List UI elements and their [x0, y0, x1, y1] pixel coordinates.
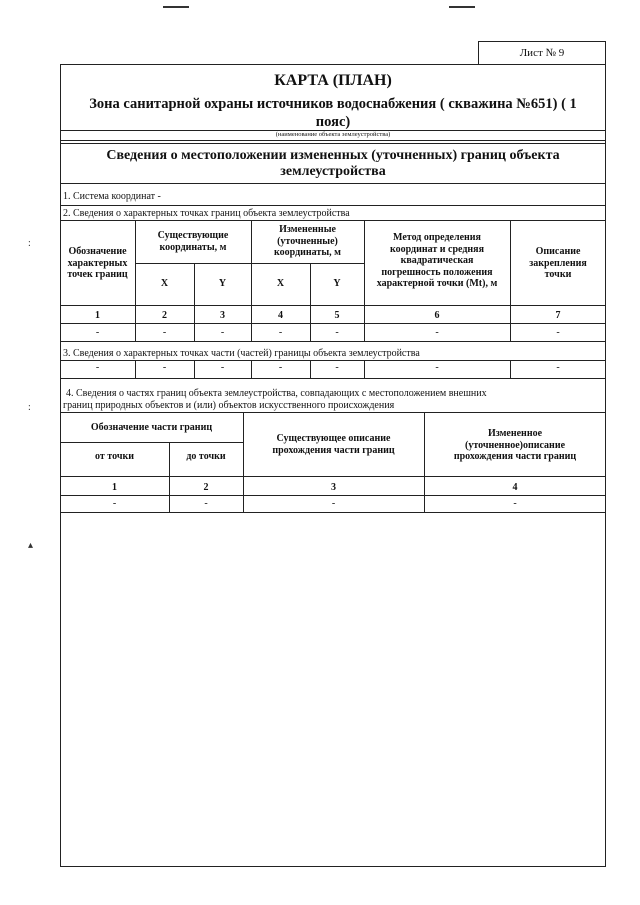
col-header-existing-description: Существующее описание прохождения части границ — [272, 433, 395, 456]
section-title-line1: Сведения о местоположении измененных (уточненных) границ объекта — [106, 148, 560, 163]
col-header-method: Метод определения координат и средняя квадратическая погрешность положения характерной точки (Mt), м — [376, 232, 498, 289]
sheet-number: Лист № 9 — [478, 41, 606, 65]
stray-mark: : — [28, 402, 31, 413]
col-header-description: Описание закрепления точки — [529, 246, 587, 280]
sub-header-x: X — [160, 278, 169, 289]
scan-mark-left — [163, 6, 189, 8]
table-border — [60, 476, 606, 477]
table-cell: - — [435, 362, 439, 373]
table-border — [60, 442, 243, 443]
table-border — [60, 323, 606, 324]
table-border — [60, 305, 606, 306]
divider — [60, 183, 606, 184]
table-cell: - — [112, 498, 117, 509]
table-cell: - — [513, 498, 517, 509]
table-cell: - — [95, 327, 100, 338]
table-cell: - — [95, 362, 100, 373]
table-cell: - — [335, 362, 339, 373]
table-cell: - — [278, 362, 283, 373]
table-cell: - — [220, 362, 225, 373]
stray-mark: ▴ — [28, 540, 34, 551]
column-number: 6 — [434, 310, 440, 321]
column-number: 7 — [555, 310, 561, 321]
table-border — [243, 412, 244, 512]
col-header-existing-coords: Существующие координаты, м — [157, 230, 229, 253]
table-cell: - — [556, 362, 560, 373]
coordinate-system: 1. Система координат - — [63, 191, 161, 202]
table-border — [135, 263, 364, 264]
table-border — [60, 360, 606, 361]
table-border — [60, 495, 606, 496]
column-number: 3 — [331, 482, 336, 493]
col-header-changed-coords: Измененные (уточненные) координаты, м — [274, 224, 341, 258]
object-name-line2: пояс) — [315, 114, 351, 130]
col-header-from-point: от точки — [95, 451, 134, 462]
table-border — [60, 412, 606, 413]
table-border — [60, 512, 606, 513]
page-title: КАРТА (ПЛАН) — [274, 72, 392, 89]
table-cell: - — [278, 327, 283, 338]
table-border — [60, 378, 606, 379]
col-header-designation: Обозначение характерных точек границ — [67, 246, 128, 280]
divider — [60, 205, 606, 206]
section-title-line2: землеустройства — [280, 164, 386, 179]
table-cell: - — [162, 362, 167, 373]
table-cell: - — [556, 327, 560, 338]
column-number: 2 — [162, 310, 167, 321]
table-cell: - — [331, 498, 336, 509]
table-cell: - — [435, 327, 439, 338]
points-heading: 2. Сведения о характерных точках границ объекта землеустройства — [63, 208, 350, 219]
column-number: 5 — [334, 310, 340, 321]
divider — [60, 140, 606, 141]
table-border — [60, 220, 606, 221]
table-cell: - — [335, 327, 339, 338]
column-number: 4 — [278, 310, 283, 321]
stray-mark: : — [28, 238, 31, 249]
sub-header-y: Y — [333, 278, 341, 289]
object-name-caption: (наименование объекта землеустройства) — [275, 131, 391, 138]
column-number: 1 — [95, 310, 100, 321]
parts-heading-line2: границ природных объектов и (или) объектов искусственного происхождения — [63, 400, 395, 411]
column-number: 2 — [203, 482, 209, 493]
sub-header-y: Y — [218, 278, 227, 289]
col-header-changed-description: Измененное (уточненное)описание прохождения части границ — [453, 428, 577, 462]
scan-mark-right — [449, 6, 475, 8]
table-border — [60, 341, 606, 342]
column-number: 3 — [220, 310, 225, 321]
parts-heading-line1: 4. Сведения о частях границ объекта землеустройства, совпадающих с местоположением внешних — [66, 388, 487, 399]
object-name-line1: Зона санитарной охраны источников водоснабжения ( скважина №651) ( 1 — [89, 96, 577, 112]
sub-header-x: X — [276, 278, 285, 289]
column-number: 1 — [112, 482, 117, 493]
table-cell: - — [162, 327, 167, 338]
col-header-part-designation: Обозначение части границ — [90, 422, 213, 433]
col-header-to-point: до точки — [186, 451, 226, 462]
table-cell: - — [204, 498, 208, 509]
document-frame — [60, 64, 606, 867]
table-cell: - — [220, 327, 225, 338]
part-points-heading: 3. Сведения о характерных точках части (частей) границы объекта землеустройства — [63, 348, 420, 359]
divider — [60, 143, 606, 144]
column-number: 4 — [512, 482, 518, 493]
